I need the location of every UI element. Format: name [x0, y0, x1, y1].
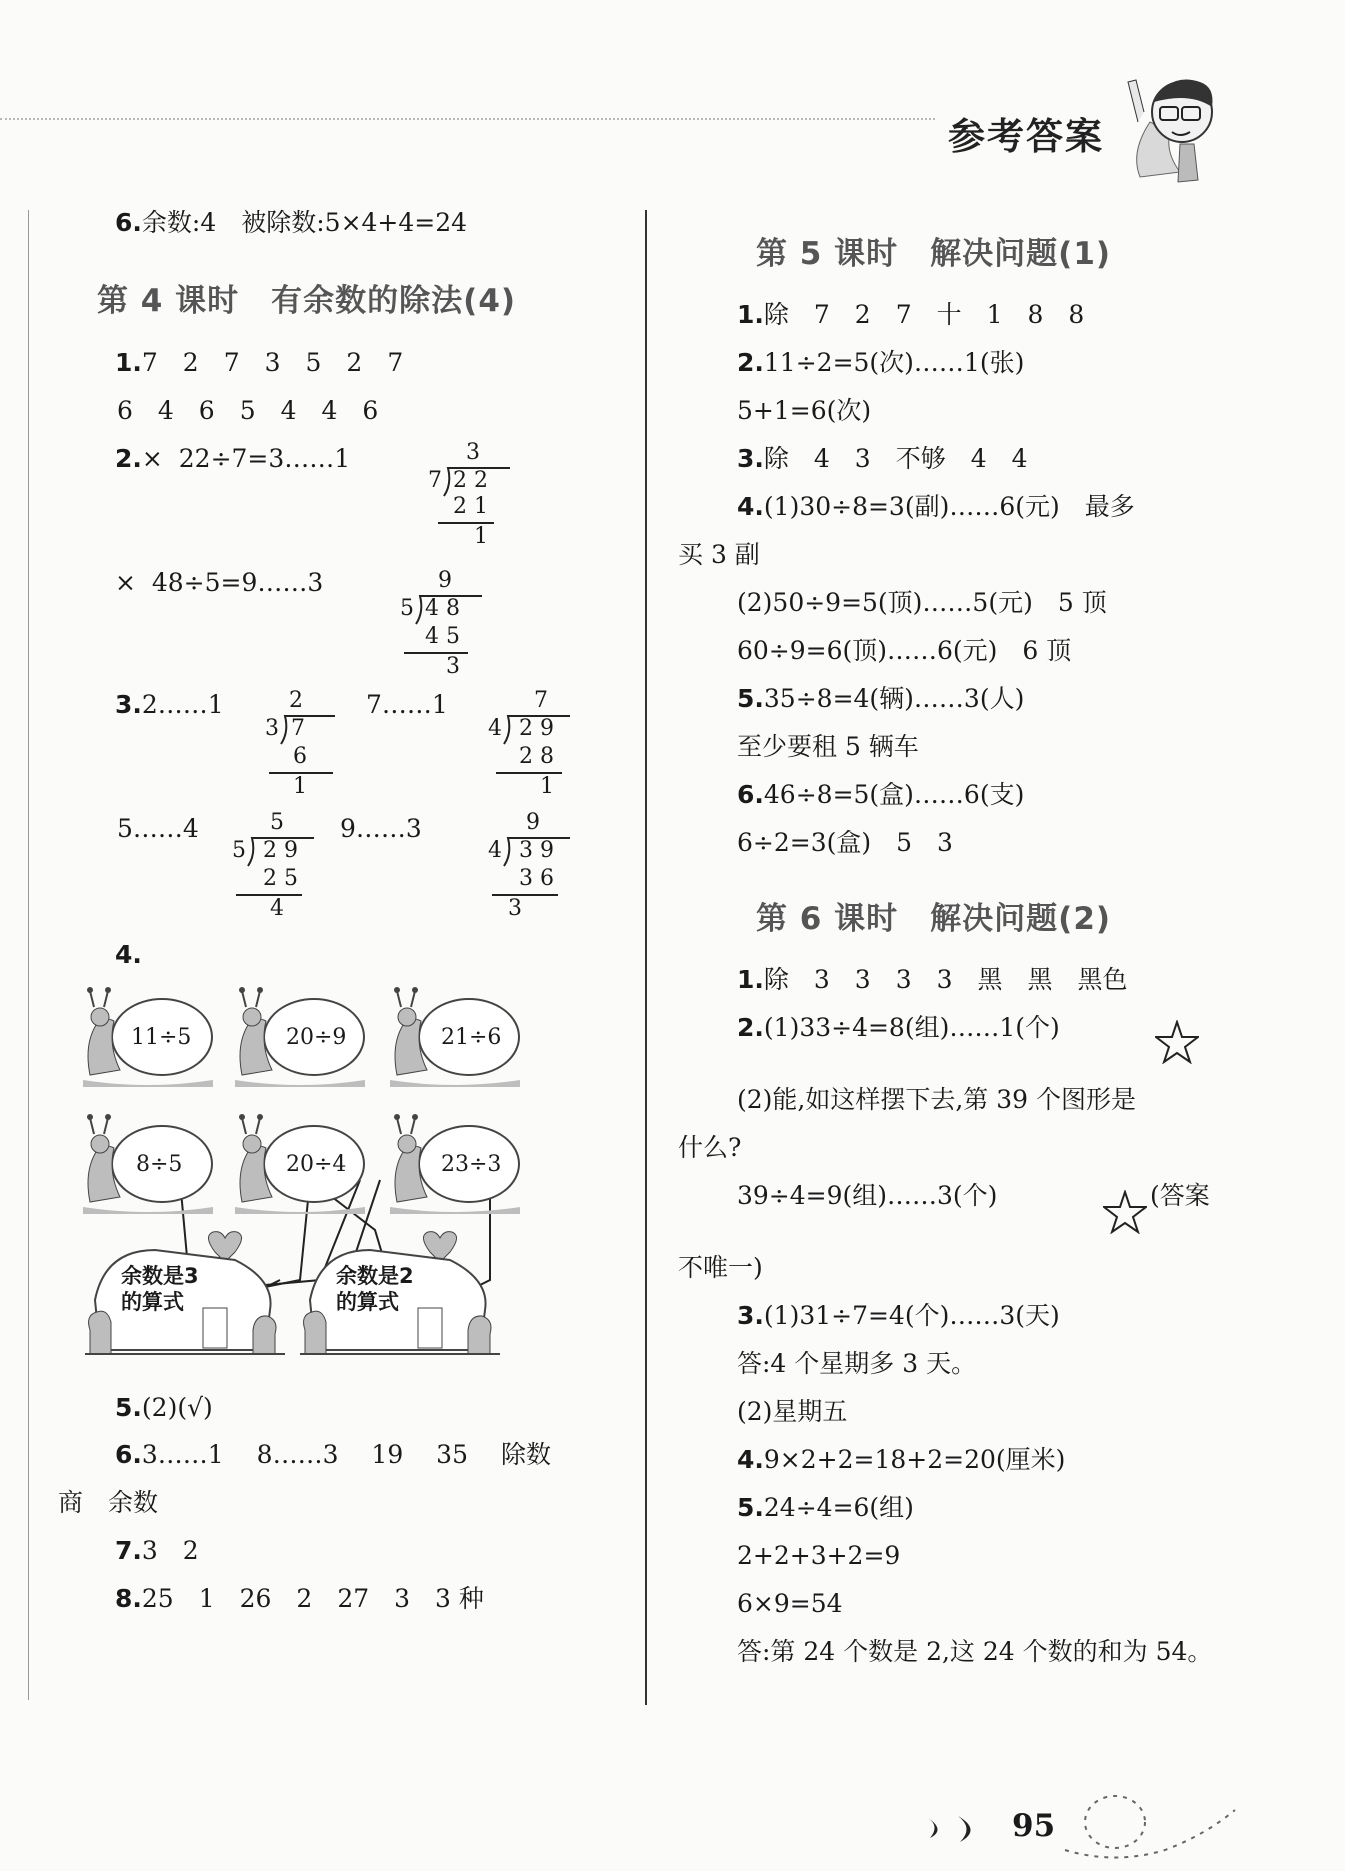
s6-q1: [737, 965, 1128, 995]
dividend: 4 8: [425, 596, 460, 621]
q3-d: 9……3: [340, 814, 422, 843]
line-text: 3 2: [141, 1536, 199, 1565]
snail-label: 11÷5: [131, 1025, 192, 1050]
line-text: 9×2+2=18+2=20(厘米): [763, 1445, 1066, 1474]
item-number: 1.: [737, 965, 764, 994]
answer: 2……1: [141, 690, 224, 719]
item-number: 2.: [737, 348, 764, 377]
line-text: 除 3 3 3 3 黑 黑 黑色: [763, 965, 1128, 994]
s5-q1: [737, 300, 1084, 330]
s5-q6-cont: 6÷2=3(盒) 5 3: [737, 828, 953, 857]
page-number: 95: [1012, 1808, 1056, 1844]
dividend: 2 9: [519, 716, 554, 741]
item-number: 4.: [115, 940, 142, 969]
long-division: [232, 810, 312, 920]
q1-row1: [115, 348, 403, 378]
snail-label: 23÷3: [441, 1152, 502, 1177]
quotient: 3: [466, 440, 480, 465]
s5-q2-cont: 5+1=6(次): [737, 396, 872, 425]
mark: ×: [141, 444, 163, 473]
s6-q5-cont1: 2+2+3+2=9: [737, 1541, 901, 1570]
dividend: 7: [291, 716, 305, 741]
line-text: 25 1 26 2 27 3 3 种: [141, 1584, 484, 1613]
item-number: 3.: [737, 1301, 764, 1330]
snail-card: [385, 985, 525, 1090]
snail-card: [230, 1112, 370, 1217]
line-text: 余数:4 被除数:5×4+4=24: [141, 208, 468, 237]
divisor: 7: [428, 468, 442, 493]
s6-q5-cont2: 6×9=54: [737, 1589, 843, 1618]
product: 2 1: [453, 494, 488, 519]
remainder: 1: [540, 774, 554, 799]
s5-q6: [737, 780, 1024, 810]
long-division: [488, 810, 568, 920]
quotient: 7: [534, 688, 548, 713]
dividend: 3 9: [519, 838, 554, 863]
house-label: 余数是3: [121, 1264, 199, 1288]
line-text: (1)31÷7=4(个)……3(天): [763, 1301, 1060, 1330]
long-division: [488, 688, 568, 798]
q6-cont: 商 余数: [58, 1488, 159, 1517]
mark: ×: [115, 568, 136, 597]
q3-a: [115, 690, 224, 720]
item-number: 4.: [737, 492, 764, 521]
s5-q4-cont2: (2)50÷9=5(顶)……5(元) 5 顶: [737, 588, 1107, 617]
s6-q2: [737, 1013, 1060, 1043]
item-number: 8.: [115, 1584, 142, 1613]
remainder: 3: [508, 896, 522, 921]
remainder: 1: [474, 524, 488, 549]
s6-q2-cont1: (2)能,如这样摆下去,第 39 个图形是: [737, 1085, 1137, 1114]
snail-label: 20÷4: [286, 1152, 347, 1177]
s6-q3-cont2: (2)星期五: [737, 1397, 848, 1426]
snail-label: 20÷9: [286, 1025, 347, 1050]
q3-c: 5……4: [117, 814, 199, 843]
cartoon-mascot-icon: [1120, 62, 1232, 192]
item-number: 2.: [115, 444, 142, 473]
header-rule: [0, 118, 935, 120]
s6-q4: [737, 1445, 1065, 1475]
line-text: 11÷2=5(次)……1(张): [763, 348, 1025, 377]
item-number: 1.: [737, 300, 764, 329]
remainder: 3: [446, 654, 460, 679]
q1-row2: 6 4 6 5 4 4 6: [117, 396, 379, 425]
s6-q5: [737, 1493, 914, 1523]
product: 2 5: [263, 866, 298, 891]
dotted-swirl-decoration-icon: [1055, 1790, 1255, 1865]
long-division: [265, 688, 345, 798]
star-outline-icon: [1103, 1190, 1147, 1234]
q6-line: [115, 1440, 551, 1470]
s6-q2-cont3-tail: (答案: [1150, 1181, 1210, 1210]
house-label: 的算式: [336, 1290, 399, 1314]
equation: 22÷7=3……1: [178, 444, 351, 473]
snail-card: [230, 985, 370, 1090]
divisor: 5: [232, 838, 246, 863]
q3-b: 7……1: [366, 690, 448, 719]
house-label: 余数是2: [336, 1264, 414, 1288]
line-text: (2)(√): [141, 1393, 213, 1422]
section-heading-6: 第 6 课时 解决问题(2): [756, 901, 1112, 937]
product: 6: [293, 744, 307, 769]
line-text: 除 4 3 不够 4 4: [763, 444, 1028, 473]
crescent-decoration-icon: [918, 1810, 998, 1846]
long-division: [400, 568, 480, 678]
quotient: 9: [526, 810, 540, 835]
dividend: 2 9: [263, 838, 298, 863]
snail-label: 8÷5: [136, 1152, 183, 1177]
q2-b: [115, 568, 323, 598]
star-outline-icon: [1155, 1020, 1199, 1064]
house-card: [300, 1230, 500, 1360]
s6-q2-cont2: 什么?: [678, 1133, 742, 1162]
item-number: 2.: [737, 1013, 764, 1042]
house-card: [85, 1230, 285, 1360]
left-pre-line: [115, 208, 467, 238]
s5-q5-cont: 至少要租 5 辆车: [737, 732, 919, 761]
item-number: 4.: [737, 1445, 764, 1474]
house-icon: [300, 1230, 500, 1360]
s6-q2-cont3: 39÷4=9(组)……3(个): [737, 1181, 998, 1210]
q4-label: [115, 940, 142, 970]
q7-line: [115, 1536, 199, 1566]
s6-q2-cont4: 不唯一): [678, 1253, 763, 1282]
line-text: 3……1 8……3 19 35 除数: [141, 1440, 551, 1469]
s5-q3: [737, 444, 1028, 474]
divisor: 4: [488, 716, 502, 741]
section-heading-4: 第 4 课时 有余数的除法(4): [97, 283, 517, 319]
snail-card: [78, 985, 218, 1090]
house-icon: [85, 1230, 285, 1360]
line-text: 46÷8=5(盒)……6(支): [763, 780, 1025, 809]
snail-label: 21÷6: [441, 1025, 502, 1050]
s5-q4-cont3: 60÷9=6(顶)……6(元) 6 顶: [737, 636, 1072, 665]
dividend: 2 2: [453, 468, 488, 493]
line-text: (1)30÷8=3(副)……6(元) 最多: [763, 492, 1135, 521]
item-number: 6.: [115, 1440, 142, 1469]
long-division: [428, 440, 508, 550]
s6-q3-cont1: 答:4 个星期多 3 天。: [737, 1349, 977, 1378]
s5-q5: [737, 684, 1024, 714]
snail-card: [385, 1112, 525, 1217]
q2-a: [115, 444, 350, 474]
line-text: 除 7 2 7 十 1 8 8: [763, 300, 1085, 329]
item-number: 1.: [115, 348, 142, 377]
quotient: 9: [438, 568, 452, 593]
divisor: 4: [488, 838, 502, 863]
s5-q2: [737, 348, 1024, 378]
quotient: 5: [270, 810, 284, 835]
line-text: 7 2 7 3 5 2 7: [141, 348, 404, 377]
item-number: 5.: [115, 1393, 142, 1422]
house-label: 的算式: [121, 1290, 184, 1314]
item-number: 6.: [737, 780, 764, 809]
product: 4 5: [425, 624, 460, 649]
s6-q3: [737, 1301, 1060, 1331]
item-number: 6.: [115, 208, 142, 237]
item-number: 5.: [737, 684, 764, 713]
item-number: 7.: [115, 1536, 142, 1565]
equation: 48÷5=9……3: [151, 568, 324, 597]
header-title: 参考答案: [948, 115, 1104, 158]
s5-q4-cont1: 买 3 副: [678, 540, 760, 569]
remainder: 1: [293, 774, 307, 799]
line-text: 24÷4=6(组): [763, 1493, 914, 1522]
divisor: 3: [265, 716, 279, 741]
divisor: 5: [400, 596, 414, 621]
left-margin-rule: [28, 210, 29, 1700]
snail-card: [78, 1112, 218, 1217]
q8-line: [115, 1584, 484, 1614]
s5-q4: [737, 492, 1135, 522]
item-number: 5.: [737, 1493, 764, 1522]
quotient: 2: [289, 688, 303, 713]
item-number: 3.: [115, 690, 142, 719]
remainder: 4: [270, 896, 284, 921]
column-divider: [645, 210, 647, 1705]
line-text: 35÷8=4(辆)……3(人): [763, 684, 1025, 713]
item-number: 3.: [737, 444, 764, 473]
s6-q5-cont3: 答:第 24 个数是 2,这 24 个数的和为 54。: [737, 1637, 1213, 1666]
line-text: (1)33÷4=8(组)……1(个): [763, 1013, 1060, 1042]
section-heading-5: 第 5 课时 解决问题(1): [756, 236, 1112, 272]
q5-line: [115, 1393, 213, 1423]
product: 3 6: [519, 866, 554, 891]
product: 2 8: [519, 744, 554, 769]
